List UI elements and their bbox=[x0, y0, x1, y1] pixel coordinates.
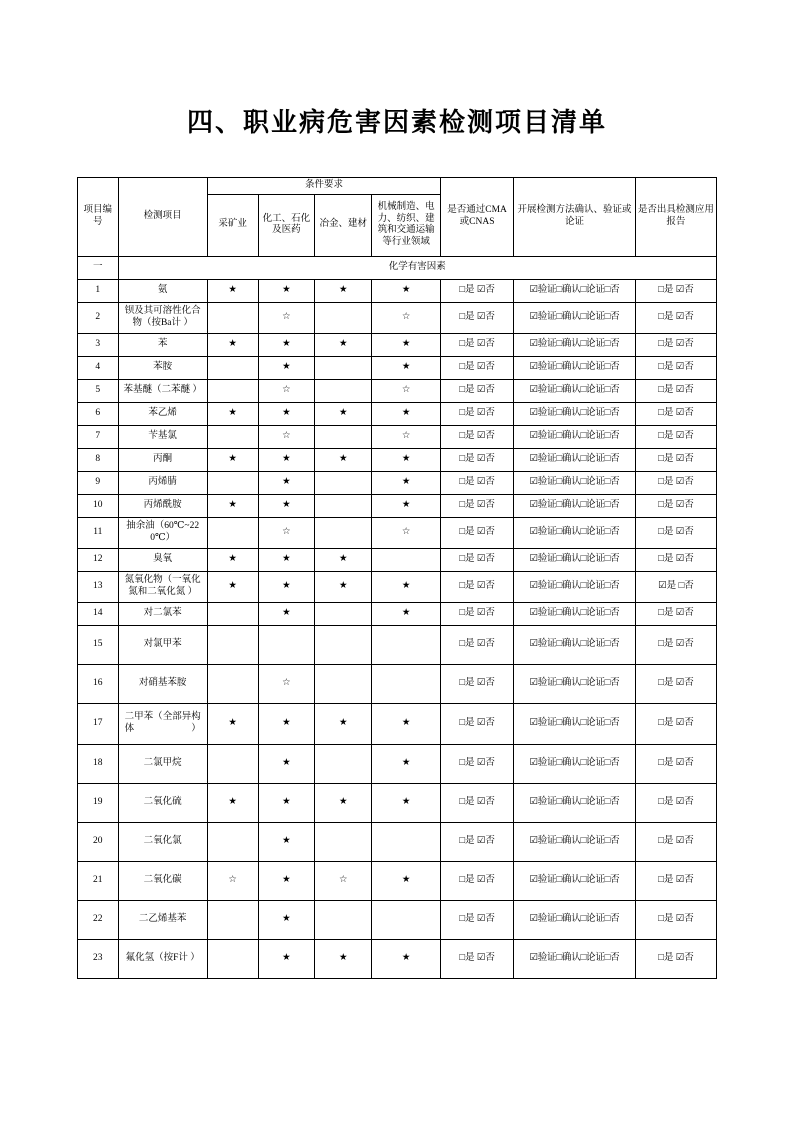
table-body bbox=[78, 256, 717, 978]
row-method-checkboxes[interactable]: ☑验证□确认□论证□否 bbox=[514, 425, 636, 448]
table-row bbox=[78, 861, 717, 900]
row-condition-chemical: ★ bbox=[258, 494, 315, 517]
row-report-checkboxes[interactable]: □是 ☑否 bbox=[635, 625, 716, 664]
row-item-name: 氮氧化物（一氧化氮和二氧化氮 ） bbox=[118, 571, 207, 602]
row-condition-mining bbox=[207, 302, 258, 333]
row-condition-mining bbox=[207, 517, 258, 548]
row-condition-chemical bbox=[258, 625, 315, 664]
row-item-name: 二氧化硫 bbox=[118, 783, 207, 822]
detection-items-table bbox=[77, 177, 717, 979]
row-condition-machinery: ★ bbox=[372, 744, 441, 783]
row-method-checkboxes[interactable]: ☑验证□确认□论证□否 bbox=[514, 548, 636, 571]
row-condition-metallurgy: ★ bbox=[315, 333, 372, 356]
row-cma-checkboxes[interactable]: □是 ☑否 bbox=[441, 783, 514, 822]
header-no: 项目编号 bbox=[78, 178, 119, 257]
row-condition-mining bbox=[207, 664, 258, 703]
row-no: 12 bbox=[78, 548, 119, 571]
row-method-checkboxes[interactable]: ☑验证□确认□论证□否 bbox=[514, 494, 636, 517]
row-condition-machinery: ★ bbox=[372, 939, 441, 978]
row-no: 10 bbox=[78, 494, 119, 517]
row-no: 14 bbox=[78, 602, 119, 625]
row-cma-checkboxes[interactable]: □是 ☑否 bbox=[441, 939, 514, 978]
row-condition-chemical: ☆ bbox=[258, 379, 315, 402]
row-item-name: 氟化氢（按F计 ） bbox=[118, 939, 207, 978]
row-condition-machinery: ★ bbox=[372, 703, 441, 744]
row-condition-metallurgy: ★ bbox=[315, 783, 372, 822]
header-condition-mining: 采矿业 bbox=[207, 194, 258, 256]
row-method-checkboxes[interactable]: ☑验证□确认□论证□否 bbox=[514, 939, 636, 978]
table-row bbox=[78, 822, 717, 861]
row-condition-chemical: ★ bbox=[258, 900, 315, 939]
row-condition-chemical: ★ bbox=[258, 822, 315, 861]
row-no: 1 bbox=[78, 279, 119, 302]
row-item-name: 二乙烯基苯 bbox=[118, 900, 207, 939]
row-item-name: 苯 bbox=[118, 333, 207, 356]
row-report-checkboxes[interactable]: ☑是 □否 bbox=[635, 571, 716, 602]
row-condition-metallurgy: ★ bbox=[315, 448, 372, 471]
row-cma-checkboxes[interactable]: □是 ☑否 bbox=[441, 548, 514, 571]
row-method-checkboxes[interactable]: ☑验证□确认□论证□否 bbox=[514, 703, 636, 744]
row-condition-metallurgy bbox=[315, 494, 372, 517]
row-cma-checkboxes[interactable]: □是 ☑否 bbox=[441, 279, 514, 302]
row-condition-metallurgy bbox=[315, 822, 372, 861]
row-condition-metallurgy: ★ bbox=[315, 279, 372, 302]
row-condition-mining: ★ bbox=[207, 571, 258, 602]
row-condition-chemical: ★ bbox=[258, 471, 315, 494]
row-method-checkboxes[interactable]: ☑验证□确认□论证□否 bbox=[514, 302, 636, 333]
row-cma-checkboxes[interactable]: □是 ☑否 bbox=[441, 494, 514, 517]
row-report-checkboxes[interactable]: □是 ☑否 bbox=[635, 494, 716, 517]
row-report-checkboxes[interactable]: □是 ☑否 bbox=[635, 517, 716, 548]
row-item-name: 二氯甲烷 bbox=[118, 744, 207, 783]
row-condition-chemical: ☆ bbox=[258, 517, 315, 548]
table-row bbox=[78, 279, 717, 302]
row-method-checkboxes[interactable]: ☑验证□确认□论证□否 bbox=[514, 517, 636, 548]
row-no: 5 bbox=[78, 379, 119, 402]
row-condition-chemical: ★ bbox=[258, 548, 315, 571]
row-method-checkboxes[interactable]: ☑验证□确认□论证□否 bbox=[514, 279, 636, 302]
table-row bbox=[78, 471, 717, 494]
row-no: 22 bbox=[78, 900, 119, 939]
row-report-checkboxes[interactable]: □是 ☑否 bbox=[635, 356, 716, 379]
row-cma-checkboxes[interactable]: □是 ☑否 bbox=[441, 602, 514, 625]
row-condition-machinery bbox=[372, 664, 441, 703]
row-condition-chemical: ☆ bbox=[258, 664, 315, 703]
row-condition-mining: ★ bbox=[207, 402, 258, 425]
table-row bbox=[78, 379, 717, 402]
table-row bbox=[78, 783, 717, 822]
header-method: 开展检测方法确认、验证或论证 bbox=[514, 178, 636, 257]
header-row-1 bbox=[78, 178, 717, 195]
row-cma-checkboxes[interactable]: □是 ☑否 bbox=[441, 625, 514, 664]
row-condition-machinery: ☆ bbox=[372, 425, 441, 448]
row-condition-chemical: ☆ bbox=[258, 425, 315, 448]
row-no: 17 bbox=[78, 703, 119, 744]
row-item-name: 臭氧 bbox=[118, 548, 207, 571]
table-row bbox=[78, 448, 717, 471]
row-item-name: 二氧化氯 bbox=[118, 822, 207, 861]
row-cma-checkboxes[interactable]: □是 ☑否 bbox=[441, 402, 514, 425]
row-cma-checkboxes[interactable]: □是 ☑否 bbox=[441, 703, 514, 744]
header-report: 是否出具检测应用报告 bbox=[635, 178, 716, 257]
row-condition-mining: ★ bbox=[207, 279, 258, 302]
row-method-checkboxes[interactable]: ☑验证□确认□论证□否 bbox=[514, 356, 636, 379]
row-condition-chemical: ★ bbox=[258, 744, 315, 783]
table-row bbox=[78, 703, 717, 744]
row-condition-machinery bbox=[372, 822, 441, 861]
row-condition-chemical: ★ bbox=[258, 333, 315, 356]
row-condition-mining bbox=[207, 625, 258, 664]
row-condition-machinery: ★ bbox=[372, 402, 441, 425]
row-condition-machinery bbox=[372, 625, 441, 664]
row-condition-metallurgy bbox=[315, 379, 372, 402]
row-no: 19 bbox=[78, 783, 119, 822]
row-no: 2 bbox=[78, 302, 119, 333]
row-condition-machinery: ★ bbox=[372, 783, 441, 822]
table-head bbox=[78, 178, 717, 257]
section-row bbox=[78, 256, 717, 279]
row-report-checkboxes[interactable]: □是 ☑否 bbox=[635, 664, 716, 703]
row-condition-mining: ★ bbox=[207, 548, 258, 571]
row-item-name: 丙烯腈 bbox=[118, 471, 207, 494]
row-cma-checkboxes[interactable]: □是 ☑否 bbox=[441, 664, 514, 703]
page-title: 四、职业病危害因素检测项目清单 bbox=[186, 108, 607, 137]
row-condition-metallurgy bbox=[315, 625, 372, 664]
row-condition-chemical: ★ bbox=[258, 356, 315, 379]
row-report-checkboxes[interactable]: □是 ☑否 bbox=[635, 783, 716, 822]
row-condition-machinery bbox=[372, 900, 441, 939]
row-no: 3 bbox=[78, 333, 119, 356]
row-no: 21 bbox=[78, 861, 119, 900]
row-method-checkboxes[interactable]: ☑验证□确认□论证□否 bbox=[514, 602, 636, 625]
row-condition-metallurgy bbox=[315, 517, 372, 548]
row-condition-machinery: ★ bbox=[372, 333, 441, 356]
row-condition-machinery: ★ bbox=[372, 602, 441, 625]
row-item-name: 抽余油（60℃~220℃） bbox=[118, 517, 207, 548]
row-condition-mining bbox=[207, 602, 258, 625]
row-condition-metallurgy bbox=[315, 425, 372, 448]
row-method-checkboxes[interactable]: ☑验证□确认□论证□否 bbox=[514, 402, 636, 425]
row-no: 9 bbox=[78, 471, 119, 494]
row-no: 23 bbox=[78, 939, 119, 978]
row-no: 7 bbox=[78, 425, 119, 448]
row-condition-metallurgy: ☆ bbox=[315, 861, 372, 900]
row-method-checkboxes[interactable]: ☑验证□确认□论证□否 bbox=[514, 822, 636, 861]
row-report-checkboxes[interactable]: □是 ☑否 bbox=[635, 548, 716, 571]
row-condition-machinery: ★ bbox=[372, 571, 441, 602]
row-method-checkboxes[interactable]: ☑验证□确认□论证□否 bbox=[514, 625, 636, 664]
row-report-checkboxes[interactable]: □是 ☑否 bbox=[635, 900, 716, 939]
row-condition-mining bbox=[207, 900, 258, 939]
row-report-checkboxes[interactable]: □是 ☑否 bbox=[635, 861, 716, 900]
row-condition-metallurgy bbox=[315, 602, 372, 625]
row-condition-mining: ★ bbox=[207, 783, 258, 822]
row-no: 16 bbox=[78, 664, 119, 703]
row-item-name: 苄基氯 bbox=[118, 425, 207, 448]
table-row bbox=[78, 302, 717, 333]
row-cma-checkboxes[interactable]: □是 ☑否 bbox=[441, 302, 514, 333]
row-cma-checkboxes[interactable]: □是 ☑否 bbox=[441, 861, 514, 900]
row-item-name: 丙烯酰胺 bbox=[118, 494, 207, 517]
row-condition-machinery: ☆ bbox=[372, 302, 441, 333]
row-condition-mining: ★ bbox=[207, 494, 258, 517]
table-row bbox=[78, 402, 717, 425]
row-report-checkboxes[interactable]: □是 ☑否 bbox=[635, 602, 716, 625]
table-row bbox=[78, 517, 717, 548]
row-condition-machinery bbox=[372, 548, 441, 571]
row-condition-chemical: ★ bbox=[258, 602, 315, 625]
table-row bbox=[78, 494, 717, 517]
row-report-checkboxes[interactable]: □是 ☑否 bbox=[635, 379, 716, 402]
header-condition-metallurgy: 冶金、建材 bbox=[315, 194, 372, 256]
row-condition-machinery: ★ bbox=[372, 448, 441, 471]
row-no: 20 bbox=[78, 822, 119, 861]
row-cma-checkboxes[interactable]: □是 ☑否 bbox=[441, 900, 514, 939]
row-condition-metallurgy: ★ bbox=[315, 571, 372, 602]
row-item-name: 对二氯苯 bbox=[118, 602, 207, 625]
row-no: 18 bbox=[78, 744, 119, 783]
row-method-checkboxes[interactable]: ☑验证□确认□论证□否 bbox=[514, 664, 636, 703]
row-condition-metallurgy bbox=[315, 471, 372, 494]
row-no: 15 bbox=[78, 625, 119, 664]
table-row bbox=[78, 602, 717, 625]
row-condition-metallurgy: ★ bbox=[315, 548, 372, 571]
row-condition-chemical: ★ bbox=[258, 402, 315, 425]
row-no: 13 bbox=[78, 571, 119, 602]
row-condition-chemical: ★ bbox=[258, 279, 315, 302]
row-condition-mining: ★ bbox=[207, 703, 258, 744]
table-row bbox=[78, 548, 717, 571]
row-condition-chemical: ★ bbox=[258, 939, 315, 978]
row-condition-machinery: ★ bbox=[372, 861, 441, 900]
table-row bbox=[78, 625, 717, 664]
row-condition-mining bbox=[207, 356, 258, 379]
row-method-checkboxes[interactable]: ☑验证□确认□论证□否 bbox=[514, 783, 636, 822]
row-no: 6 bbox=[78, 402, 119, 425]
row-item-name: 二甲苯（全部异构体） bbox=[118, 703, 207, 744]
row-item-name: 钡及其可溶性化合物（按Ba计 ） bbox=[118, 302, 207, 333]
row-item-name: 苯胺 bbox=[118, 356, 207, 379]
row-item-name: 丙酮 bbox=[118, 448, 207, 471]
header-item: 检测项目 bbox=[118, 178, 207, 257]
header-condition-machinery: 机械制造、电力、纺织、建筑和交通运输等行业领域 bbox=[372, 194, 441, 256]
row-condition-metallurgy bbox=[315, 356, 372, 379]
row-method-checkboxes[interactable]: ☑验证□确认□论证□否 bbox=[514, 333, 636, 356]
row-report-checkboxes[interactable]: □是 ☑否 bbox=[635, 939, 716, 978]
row-report-checkboxes[interactable]: □是 ☑否 bbox=[635, 822, 716, 861]
row-condition-chemical: ★ bbox=[258, 783, 315, 822]
row-condition-machinery: ★ bbox=[372, 471, 441, 494]
row-condition-metallurgy bbox=[315, 302, 372, 333]
header-condition-chemical: 化工、石化及医药 bbox=[258, 194, 315, 256]
row-method-checkboxes[interactable]: ☑验证□确认□论证□否 bbox=[514, 744, 636, 783]
section-label: 化学有害因素 bbox=[118, 256, 716, 279]
row-method-checkboxes[interactable]: ☑验证□确认□论证□否 bbox=[514, 861, 636, 900]
row-condition-metallurgy bbox=[315, 744, 372, 783]
row-cma-checkboxes[interactable]: □是 ☑否 bbox=[441, 425, 514, 448]
row-item-name: 氨 bbox=[118, 279, 207, 302]
row-condition-mining: ★ bbox=[207, 448, 258, 471]
row-no: 4 bbox=[78, 356, 119, 379]
row-condition-mining bbox=[207, 471, 258, 494]
row-cma-checkboxes[interactable]: □是 ☑否 bbox=[441, 379, 514, 402]
row-cma-checkboxes[interactable]: □是 ☑否 bbox=[441, 571, 514, 602]
row-condition-machinery: ☆ bbox=[372, 379, 441, 402]
row-cma-checkboxes[interactable]: □是 ☑否 bbox=[441, 448, 514, 471]
row-cma-checkboxes[interactable]: □是 ☑否 bbox=[441, 471, 514, 494]
row-condition-machinery: ☆ bbox=[372, 517, 441, 548]
row-condition-mining bbox=[207, 379, 258, 402]
row-item-name: 苯基醚（二苯醚 ） bbox=[118, 379, 207, 402]
row-cma-checkboxes[interactable]: □是 ☑否 bbox=[441, 356, 514, 379]
row-cma-checkboxes[interactable]: □是 ☑否 bbox=[441, 822, 514, 861]
row-condition-machinery: ★ bbox=[372, 494, 441, 517]
section-no: 一 bbox=[78, 256, 119, 279]
row-item-name: 二氧化碳 bbox=[118, 861, 207, 900]
header-cma: 是否通过CMA或CNAS bbox=[441, 178, 514, 257]
row-method-checkboxes[interactable]: ☑验证□确认□论证□否 bbox=[514, 900, 636, 939]
row-condition-metallurgy: ★ bbox=[315, 703, 372, 744]
row-cma-checkboxes[interactable]: □是 ☑否 bbox=[441, 517, 514, 548]
row-condition-mining bbox=[207, 744, 258, 783]
table-row bbox=[78, 356, 717, 379]
table-row bbox=[78, 333, 717, 356]
row-condition-metallurgy bbox=[315, 664, 372, 703]
table-row bbox=[78, 900, 717, 939]
row-condition-mining bbox=[207, 425, 258, 448]
row-condition-chemical: ☆ bbox=[258, 302, 315, 333]
row-method-checkboxes[interactable]: ☑验证□确认□论证□否 bbox=[514, 571, 636, 602]
row-cma-checkboxes[interactable]: □是 ☑否 bbox=[441, 744, 514, 783]
row-condition-chemical: ★ bbox=[258, 448, 315, 471]
row-report-checkboxes[interactable]: □是 ☑否 bbox=[635, 302, 716, 333]
row-condition-chemical: ★ bbox=[258, 571, 315, 602]
row-report-checkboxes[interactable]: □是 ☑否 bbox=[635, 425, 716, 448]
row-report-checkboxes[interactable]: □是 ☑否 bbox=[635, 744, 716, 783]
row-condition-machinery: ★ bbox=[372, 356, 441, 379]
row-method-checkboxes[interactable]: ☑验证□确认□论证□否 bbox=[514, 379, 636, 402]
row-cma-checkboxes[interactable]: □是 ☑否 bbox=[441, 333, 514, 356]
table-row bbox=[78, 571, 717, 602]
row-item-name: 对氯甲苯 bbox=[118, 625, 207, 664]
row-no: 11 bbox=[78, 517, 119, 548]
row-condition-metallurgy: ★ bbox=[315, 402, 372, 425]
table-row bbox=[78, 664, 717, 703]
row-no: 8 bbox=[78, 448, 119, 471]
row-condition-mining bbox=[207, 939, 258, 978]
row-item-name: 苯乙烯 bbox=[118, 402, 207, 425]
row-condition-mining bbox=[207, 822, 258, 861]
row-report-checkboxes[interactable]: □是 ☑否 bbox=[635, 402, 716, 425]
row-condition-metallurgy: ★ bbox=[315, 939, 372, 978]
row-condition-mining: ★ bbox=[207, 333, 258, 356]
row-condition-metallurgy bbox=[315, 900, 372, 939]
row-method-checkboxes[interactable]: ☑验证□确认□论证□否 bbox=[514, 448, 636, 471]
row-condition-mining: ☆ bbox=[207, 861, 258, 900]
row-condition-chemical: ★ bbox=[258, 703, 315, 744]
table-row bbox=[78, 425, 717, 448]
row-item-name: 对硝基苯胺 bbox=[118, 664, 207, 703]
header-condition-group: 条件要求 bbox=[207, 178, 440, 195]
row-report-checkboxes[interactable]: □是 ☑否 bbox=[635, 471, 716, 494]
row-report-checkboxes[interactable]: □是 ☑否 bbox=[635, 279, 716, 302]
row-condition-chemical: ★ bbox=[258, 861, 315, 900]
row-condition-machinery: ★ bbox=[372, 279, 441, 302]
row-report-checkboxes[interactable]: □是 ☑否 bbox=[635, 448, 716, 471]
table-row bbox=[78, 744, 717, 783]
table-row bbox=[78, 939, 717, 978]
row-report-checkboxes[interactable]: □是 ☑否 bbox=[635, 703, 716, 744]
row-report-checkboxes[interactable]: □是 ☑否 bbox=[635, 333, 716, 356]
row-method-checkboxes[interactable]: ☑验证□确认□论证□否 bbox=[514, 471, 636, 494]
